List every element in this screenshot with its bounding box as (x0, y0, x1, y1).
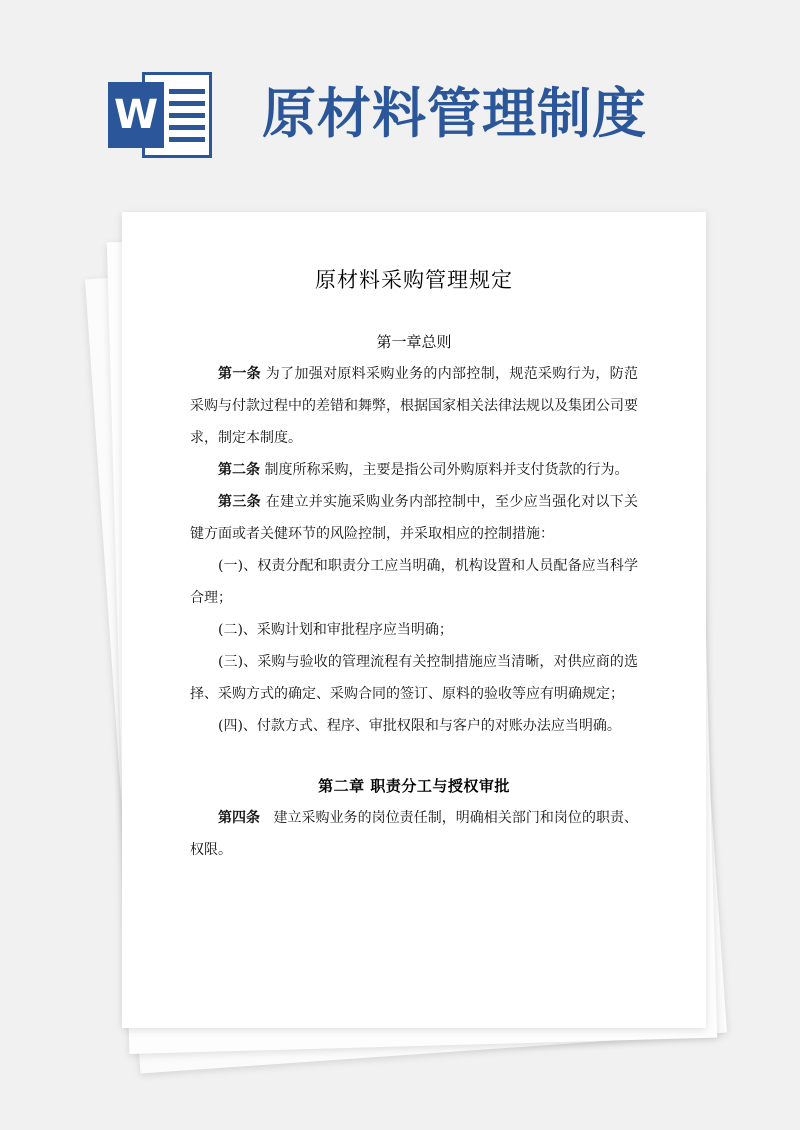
list-item: (四)、付款方式、程序、审批权限和与客户的对账办法应当明确。 (218, 718, 621, 734)
article-4 (190, 802, 638, 866)
article-label: 第一条 (218, 366, 261, 382)
chapter-heading-2: 第二章 职责分工与授权审批 (318, 777, 510, 795)
article-3 (190, 486, 638, 550)
list-item: (三)、采购与验收的管理流程有关控制措施应当清晰，对供应商的选择、采购方式的确定、采购合同的签订、原料的验收等应有明确规定； (190, 654, 638, 702)
article-2 (190, 454, 638, 486)
banner (0, 0, 800, 200)
article-text: 在建立并实施采购业务内部控制中，至少应当强化对以下关键方面或者关健环节的风险控制，并采取相应的控制措施： (190, 494, 639, 542)
article-1 (190, 358, 638, 454)
chapter-heading-1: 第一章总则 (376, 333, 452, 351)
list-item: (一)、权责分配和职责分工应当明确，机构设置和人员配备应当科学合理； (190, 558, 638, 606)
banner-title: 原材料管理制度 (262, 82, 647, 145)
article-text: 建立采购业务的岗位责任制，明确相关部门和岗位的职责、权限。 (190, 810, 638, 858)
document-body (122, 212, 706, 1028)
article-label: 第三条 (218, 494, 261, 510)
word-w-letter: W (108, 82, 164, 148)
list-item: (二)、采购计划和审批程序应当明确； (218, 622, 453, 638)
article-label: 第二条 (218, 462, 260, 478)
article-text: 为了加强对原料采购业务的内部控制，规范采购行为，防范采购与付款过程中的差错和舞弊，根据国家相关法律法规以及集团公司要求，制定本制度。 (190, 366, 639, 446)
document-title: 原材料采购管理规定 (315, 268, 513, 292)
article-text: 制度所称采购，主要是指公司外购原料并支付货款的行为。 (264, 462, 629, 478)
article-label: 第四条 (218, 810, 261, 826)
word-doc-icon (108, 72, 216, 158)
